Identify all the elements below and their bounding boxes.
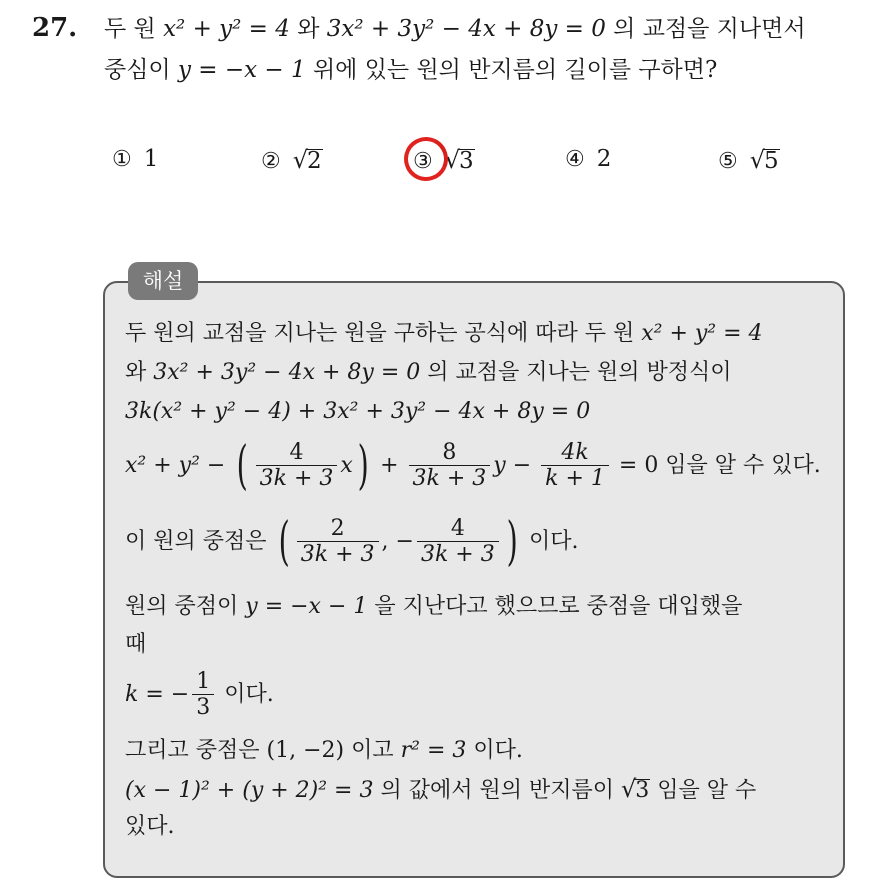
solution-text: 와 — [125, 360, 147, 385]
solution-line-4 — [125, 437, 821, 495]
paren-left: ( — [236, 436, 249, 496]
fraction: $\frac{4}{3k + 3}$ — [417, 517, 499, 568]
solution-text: 이다. — [473, 738, 523, 763]
paren-left: ( — [278, 512, 290, 572]
fraction: $\frac{4}{3k + 3}$ — [256, 441, 338, 492]
math-expression: x² + y² = 4 — [163, 16, 290, 42]
question-line-1 — [104, 14, 806, 44]
math-expression: r² = 3 — [400, 738, 467, 763]
fraction: $\frac{1}{3}$ — [192, 670, 214, 721]
solution-line-11: 있다. — [125, 814, 175, 839]
fraction: $\frac{2}{3k + 3}$ — [297, 517, 379, 568]
question-line-2 — [104, 55, 717, 85]
math-expression: 3x² + 3y² − 4x + 8y = 0 — [153, 360, 421, 385]
choice-marker: ② — [261, 149, 281, 174]
question-text: 위에 있는 원의 반지름의 길이를 구하면? — [312, 57, 718, 83]
solution-line-6 — [125, 592, 742, 622]
solution-line-7: 때 — [125, 632, 147, 657]
selected-answer-circle — [398, 131, 454, 187]
solution-tag: 해설 — [128, 262, 198, 300]
solution-line-3 — [125, 397, 590, 427]
sqrt-expression: √5 — [749, 146, 779, 174]
solution-line-2 — [125, 358, 732, 388]
choice-value: 5 — [764, 148, 779, 174]
choice-1[interactable] — [112, 146, 158, 172]
math-expression: (1, −2) — [266, 738, 345, 763]
choice-2[interactable] — [261, 146, 323, 174]
solution-line-8 — [125, 667, 274, 723]
math-expression: y = −x − 1 — [177, 57, 306, 83]
solution-text: 의 값에서 원의 반지름이 — [380, 778, 614, 803]
solution-line-10 — [125, 774, 756, 806]
paren-right: ) — [357, 436, 369, 496]
solution-line-9 — [125, 736, 523, 766]
question-text: 의 교점을 지나면서 — [613, 16, 806, 42]
sqrt-expression: √2 — [292, 146, 322, 174]
solution-line-5 — [125, 513, 579, 571]
math-operator: , − — [381, 529, 414, 554]
math-expression: y = −x − 1 — [245, 594, 368, 619]
solution-text: 이다. — [224, 682, 274, 707]
choice-marker: ① — [112, 147, 132, 172]
choice-value: 3 — [459, 148, 474, 174]
question-number: 27. — [32, 13, 78, 43]
choice-value: 2 — [307, 148, 322, 174]
question-text: 중심이 — [104, 57, 171, 83]
math-expression: y − — [493, 453, 532, 478]
question-text: 두 원 — [104, 16, 156, 42]
choice-5[interactable] — [718, 146, 780, 174]
choice-marker: ③ — [413, 149, 433, 174]
math-expression: k = − — [125, 682, 190, 707]
math-operator: + — [380, 453, 399, 478]
solution-line-1 — [125, 319, 763, 349]
solution-text: 원의 중점이 — [125, 594, 239, 619]
solution-text: 을 지난다고 했으므로 중점을 대입했을 — [374, 594, 743, 619]
choice-marker: ⑤ — [718, 149, 738, 174]
math-expression: (x − 1)² + (y + 2)² = 3 — [125, 778, 374, 803]
question-text: 와 — [297, 16, 320, 42]
math-expression: 3k(x² + y² − 4) + 3x² + 3y² − 4x + 8y = 0 — [125, 399, 591, 424]
math-expression: x² + y² − — [125, 453, 226, 478]
solution-text: 이 원의 중점은 — [125, 529, 267, 554]
solution-text: 두 원의 교점을 지나는 원을 구하는 공식에 따라 두 원 — [125, 321, 635, 346]
paren-right: ) — [506, 512, 518, 572]
choice-4[interactable] — [565, 146, 611, 172]
math-expression: x² + y² = 4 — [641, 321, 763, 346]
fraction: $\frac{8}{3k + 3}$ — [409, 441, 491, 492]
math-expression: 3x² + 3y² − 4x + 8y = 0 — [326, 16, 606, 42]
solution-text: 임을 알 수 — [657, 778, 757, 803]
solution-text: 의 교점을 지나는 원의 방정식이 — [427, 360, 732, 385]
choice-value: 1 — [143, 146, 159, 172]
solution-text: = 0 임을 알 수 있다. — [618, 453, 821, 478]
choice-value: 2 — [596, 146, 612, 172]
solution-text: 이고 — [351, 738, 394, 763]
math-expression: x — [340, 453, 353, 478]
sqrt-expression: √3 — [444, 146, 474, 174]
fraction: $\frac{4k}{k + 1}$ — [541, 441, 609, 492]
solution-text: 이다. — [529, 529, 579, 554]
sqrt-expression: √3 — [621, 775, 650, 803]
solution-text: 그리고 중점은 — [125, 738, 260, 763]
choice-marker: ④ — [565, 147, 585, 172]
